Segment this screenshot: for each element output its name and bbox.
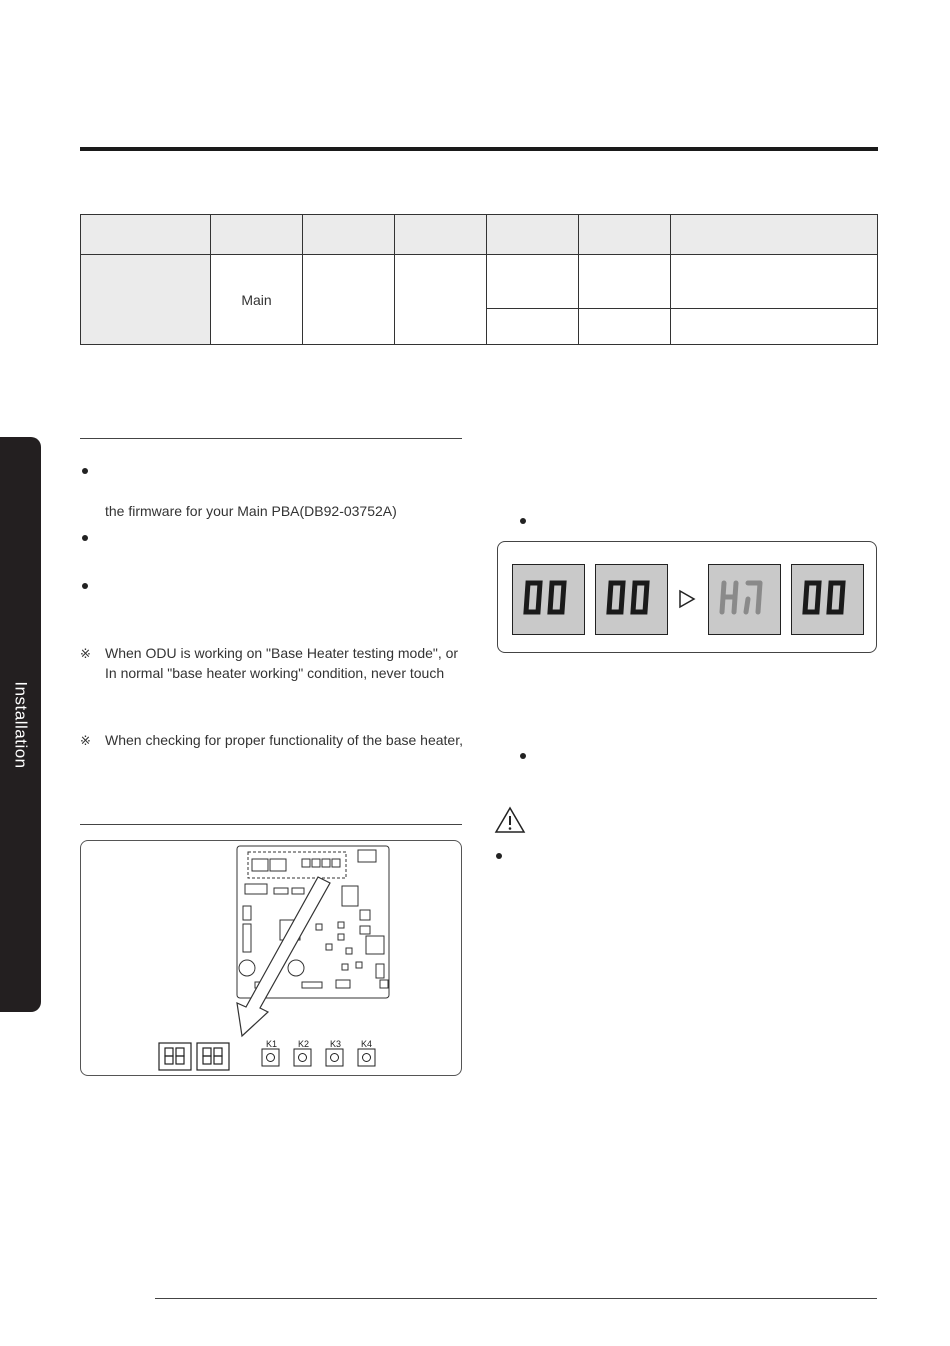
segment-display-panel <box>497 541 877 653</box>
table-header-cell <box>671 215 878 255</box>
reference-mark-icon: ※ <box>80 733 91 748</box>
segment-digit-3 <box>708 564 781 635</box>
key-label-k4: K4 <box>361 1039 373 1049</box>
caution-2-line-1: When checking for proper functionality of the base heater, <box>105 732 463 748</box>
bullet-icon <box>82 468 88 474</box>
digit-hi-icon <box>709 565 779 633</box>
digit-00-icon <box>513 565 583 633</box>
pba-cell: Main <box>211 255 303 345</box>
key-button-icons <box>262 1049 375 1066</box>
caution-1-line-2: In normal "base heater working" condition, never touch <box>105 665 445 681</box>
caution-1-line-1: When ODU is working on "Base Heater testing mode", or <box>105 645 459 661</box>
table-cell <box>579 309 671 345</box>
key-label-k3: K3 <box>330 1039 342 1049</box>
side-section-tab-label-wrap <box>0 437 41 1012</box>
table-header-cell <box>303 215 395 255</box>
segment-digit-2 <box>595 564 668 635</box>
table-row <box>81 255 878 309</box>
digit-00-icon <box>792 565 862 633</box>
table-header-cell <box>395 215 487 255</box>
bullet-icon <box>520 753 526 759</box>
table-row-header-cell <box>81 255 211 345</box>
pcb-callout-arrow <box>237 877 330 1036</box>
bullet-icon <box>520 518 526 524</box>
table-cell <box>579 255 671 309</box>
bullet-icon <box>82 583 88 589</box>
table-cell <box>671 255 878 309</box>
pcb-board <box>237 846 389 998</box>
mode-table <box>80 214 878 345</box>
top-rule <box>80 147 878 151</box>
segment-digit-4 <box>791 564 864 635</box>
reference-mark-icon: ※ <box>80 646 91 661</box>
firmware-note: the firmware for your Main PBA(DB92-03752A) <box>105 503 397 519</box>
play-triangle-icon <box>678 589 696 609</box>
key-label-k1: K1 <box>266 1039 278 1049</box>
table-cell <box>487 309 579 345</box>
table-cell <box>487 255 579 309</box>
seven-segment-88-icon <box>159 1043 229 1070</box>
bullet-icon <box>82 535 88 541</box>
side-section-tab-label: Installation <box>11 680 31 769</box>
table-header-row <box>81 215 878 255</box>
table-cell <box>395 255 487 345</box>
key-label-k2: K2 <box>298 1039 310 1049</box>
table-header-cell <box>81 215 211 255</box>
bullet-icon <box>496 853 502 859</box>
section-rule <box>80 824 462 825</box>
table-cell <box>671 309 878 345</box>
digit-00-icon <box>596 565 666 633</box>
section-rule <box>80 438 462 439</box>
warning-triangle-icon <box>494 806 526 834</box>
footer-rule <box>155 1298 877 1299</box>
segment-digit-1 <box>512 564 585 635</box>
table-header-cell <box>579 215 671 255</box>
table-header-cell <box>211 215 303 255</box>
table-cell <box>303 255 395 345</box>
table-header-cell <box>487 215 579 255</box>
